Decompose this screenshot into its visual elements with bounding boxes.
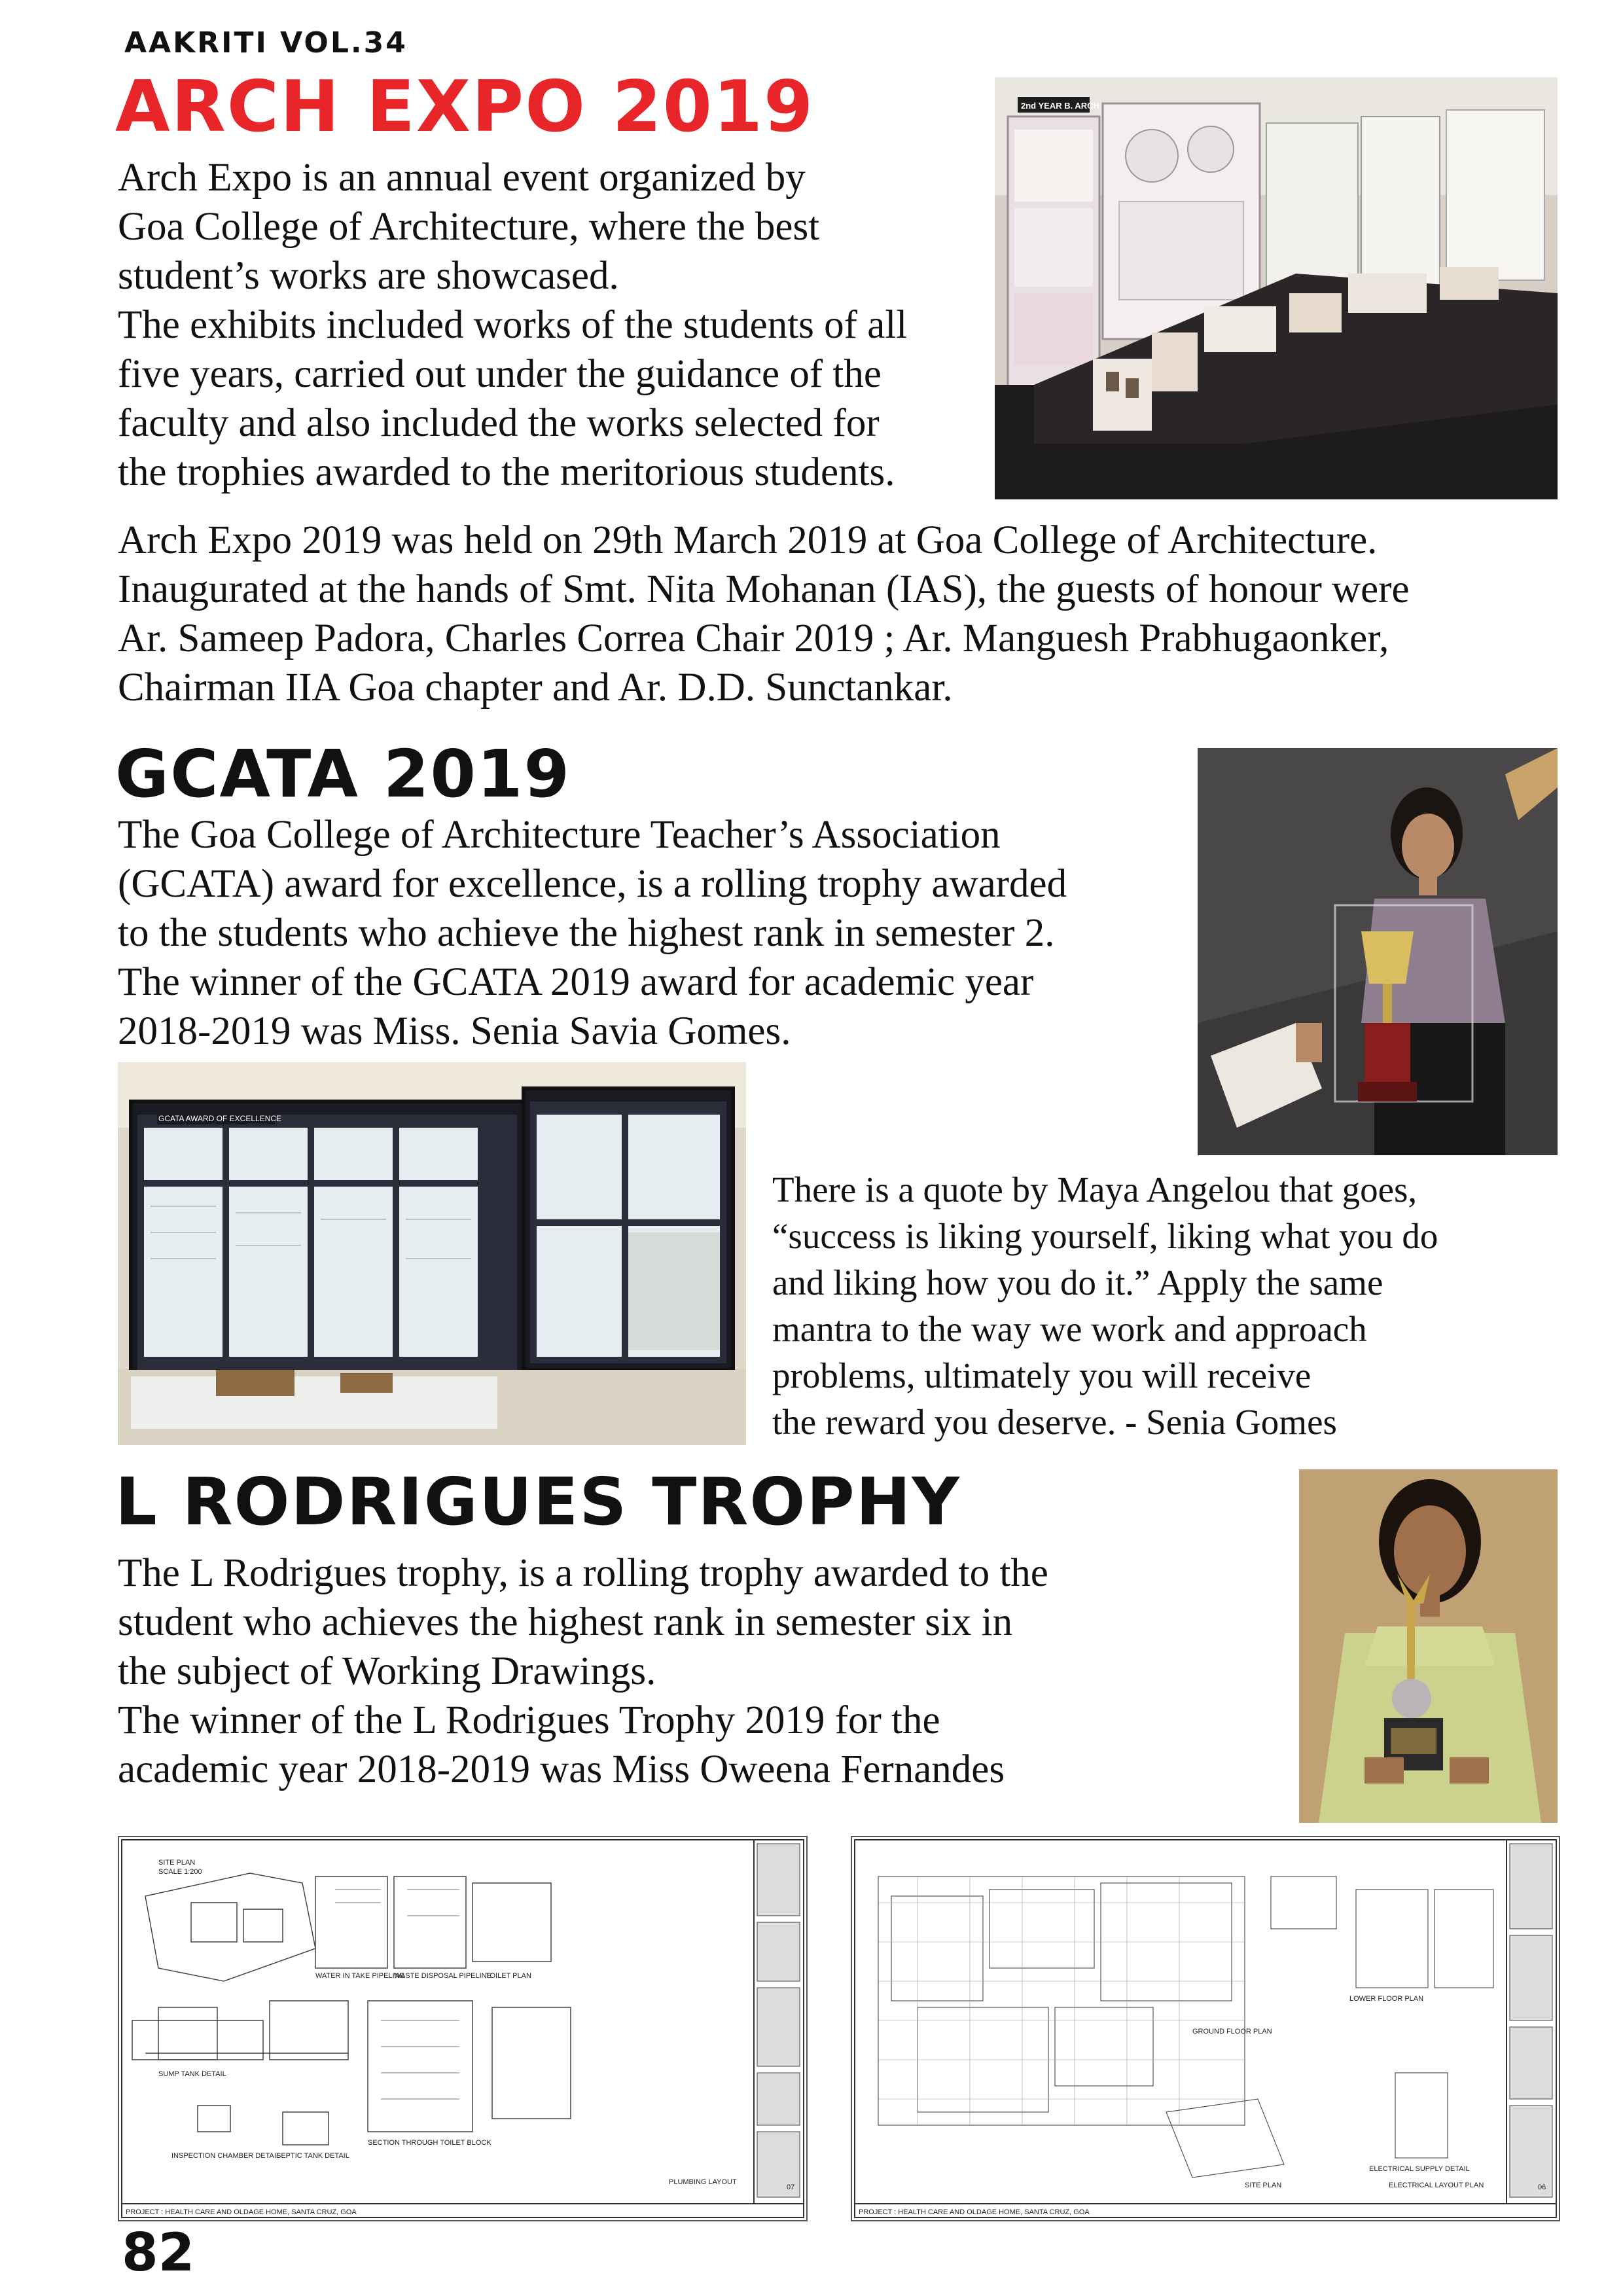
gcata-title: GCATA 2019 bbox=[115, 736, 571, 812]
text-line: the trophies awarded to the meritorious students. bbox=[118, 450, 895, 494]
arch-expo-paragraph-1 bbox=[118, 153, 988, 497]
text-line: Chairman IIA Goa chapter and Ar. D.D. Sunctankar. bbox=[118, 666, 953, 709]
drawing-sheet-electrical bbox=[851, 1836, 1560, 2221]
text-line: the subject of Working Drawings. bbox=[118, 1649, 656, 1693]
text-line: academic year 2018-2019 was Miss Oweena Fernandes bbox=[118, 1748, 1005, 1791]
rodrigues-winner-photo bbox=[1299, 1469, 1558, 1823]
text-line: student’s works are showcased. bbox=[118, 254, 619, 298]
sheet1-label: SECTION THROUGH TOILET BLOCK bbox=[368, 2139, 491, 2147]
expo-sign-text: 2nd YEAR B. ARCH bbox=[1021, 101, 1099, 111]
gcata-board-sign: GCATA AWARD OF EXCELLENCE bbox=[158, 1114, 282, 1123]
magazine-label: AAKRITI VOL.34 bbox=[124, 26, 408, 60]
expo-exhibition-photo bbox=[995, 77, 1558, 499]
quote-line: “success is liking yourself, liking what you do bbox=[772, 1216, 1438, 1256]
text-line: Goa College of Architecture, where the best bbox=[118, 205, 820, 249]
text-line: The Goa College of Architecture Teacher’s Association bbox=[118, 813, 1001, 857]
sheet1-label: SITE PLAN bbox=[158, 1859, 196, 1867]
text-line: Ar. Sameep Padora, Charles Correa Chair 2019 ; Ar. Manguesh Prabhugaonker, bbox=[118, 617, 1389, 660]
text-line: The exhibits included works of the students of all bbox=[118, 303, 908, 347]
quote-line: and liking how you do it.” Apply the same bbox=[772, 1263, 1383, 1302]
sheet2-label: LOWER FLOOR PLAN bbox=[1349, 1995, 1424, 2003]
text-line: five years, carried out under the guidance of the bbox=[118, 352, 882, 396]
sheet1-label: SEPTIC TANK DETAIL bbox=[276, 2152, 349, 2160]
quote-line: There is a quote by Maya Angelou that goes, bbox=[772, 1170, 1418, 1210]
sheet1-label: INSPECTION CHAMBER DETAIL bbox=[171, 2152, 281, 2160]
sheet1-label: SUMP TANK DETAIL bbox=[158, 2070, 226, 2078]
text-line: to the students who achieve the highest rank in semester 2. bbox=[118, 911, 1055, 955]
text-line: (GCATA) award for excellence, is a rolling trophy awarded bbox=[118, 862, 1067, 906]
text-line: student who achieves the highest rank in semester six in bbox=[118, 1600, 1013, 1644]
drawing-sheet-plumbing bbox=[118, 1836, 808, 2221]
sheet2-label: ELECTRICAL LAYOUT PLAN bbox=[1389, 2181, 1484, 2189]
rodrigues-title: L RODRIGUES TROPHY bbox=[115, 1463, 961, 1540]
sheet1-label: PLUMBING LAYOUT bbox=[669, 2178, 737, 2186]
sheet1-label: TOILET PLAN bbox=[486, 1972, 531, 1980]
text-line: Inaugurated at the hands of Smt. Nita Mohanan (IAS), the guests of honour were bbox=[118, 567, 1410, 611]
sheet2-project: PROJECT : HEALTH CARE AND OLDAGE HOME, SANTA CRUZ, GOA bbox=[859, 2208, 1090, 2216]
text-line: The winner of the GCATA 2019 award for academic year bbox=[118, 960, 1034, 1004]
senia-quote bbox=[772, 1166, 1571, 1445]
text-line: faculty and also included the works selected for bbox=[118, 401, 880, 445]
page-number: 82 bbox=[122, 2222, 195, 2283]
sheet1-label: WATER IN TAKE PIPELINE bbox=[315, 1972, 404, 1980]
gcata-paragraph bbox=[118, 810, 1191, 1056]
quote-line: problems, ultimately you will receive bbox=[772, 1355, 1311, 1395]
sheet2-label: ELECTRICAL SUPPLY DETAIL bbox=[1369, 2165, 1470, 2173]
quote-line: mantra to the way we work and approach bbox=[772, 1309, 1367, 1349]
sheet2-label: GROUND FLOOR PLAN bbox=[1192, 2028, 1272, 2036]
rodrigues-paragraph bbox=[118, 1549, 1270, 1794]
arch-expo-title: ARCH EXPO 2019 bbox=[115, 66, 815, 148]
gcata-exhibit-photo bbox=[118, 1062, 746, 1445]
text-line: Arch Expo 2019 was held on 29th March 2019 at Goa College of Architecture. bbox=[118, 518, 1378, 562]
quote-line: the reward you deserve. - Senia Gomes bbox=[772, 1402, 1337, 1442]
text-line: 2018-2019 was Miss. Senia Savia Gomes. bbox=[118, 1009, 791, 1053]
arch-expo-paragraph-2 bbox=[118, 516, 1584, 712]
sheet2-number: 06 bbox=[1538, 2183, 1546, 2191]
sheet1-label: SCALE 1:200 bbox=[158, 1868, 202, 1876]
sheet1-label: WASTE DISPOSAL PIPELINE bbox=[394, 1972, 491, 1980]
text-line: The L Rodrigues trophy, is a rolling trophy awarded to the bbox=[118, 1551, 1048, 1595]
text-line: Arch Expo is an annual event organized by bbox=[118, 156, 806, 200]
sheet1-number: 07 bbox=[787, 2183, 795, 2191]
sheet2-label: SITE PLAN bbox=[1245, 2181, 1282, 2189]
sheet1-project: PROJECT : HEALTH CARE AND OLDAGE HOME, SANTA CRUZ, GOA bbox=[126, 2208, 357, 2216]
text-line: The winner of the L Rodrigues Trophy 2019 for the bbox=[118, 1698, 940, 1742]
gcata-winner-photo bbox=[1198, 748, 1558, 1155]
